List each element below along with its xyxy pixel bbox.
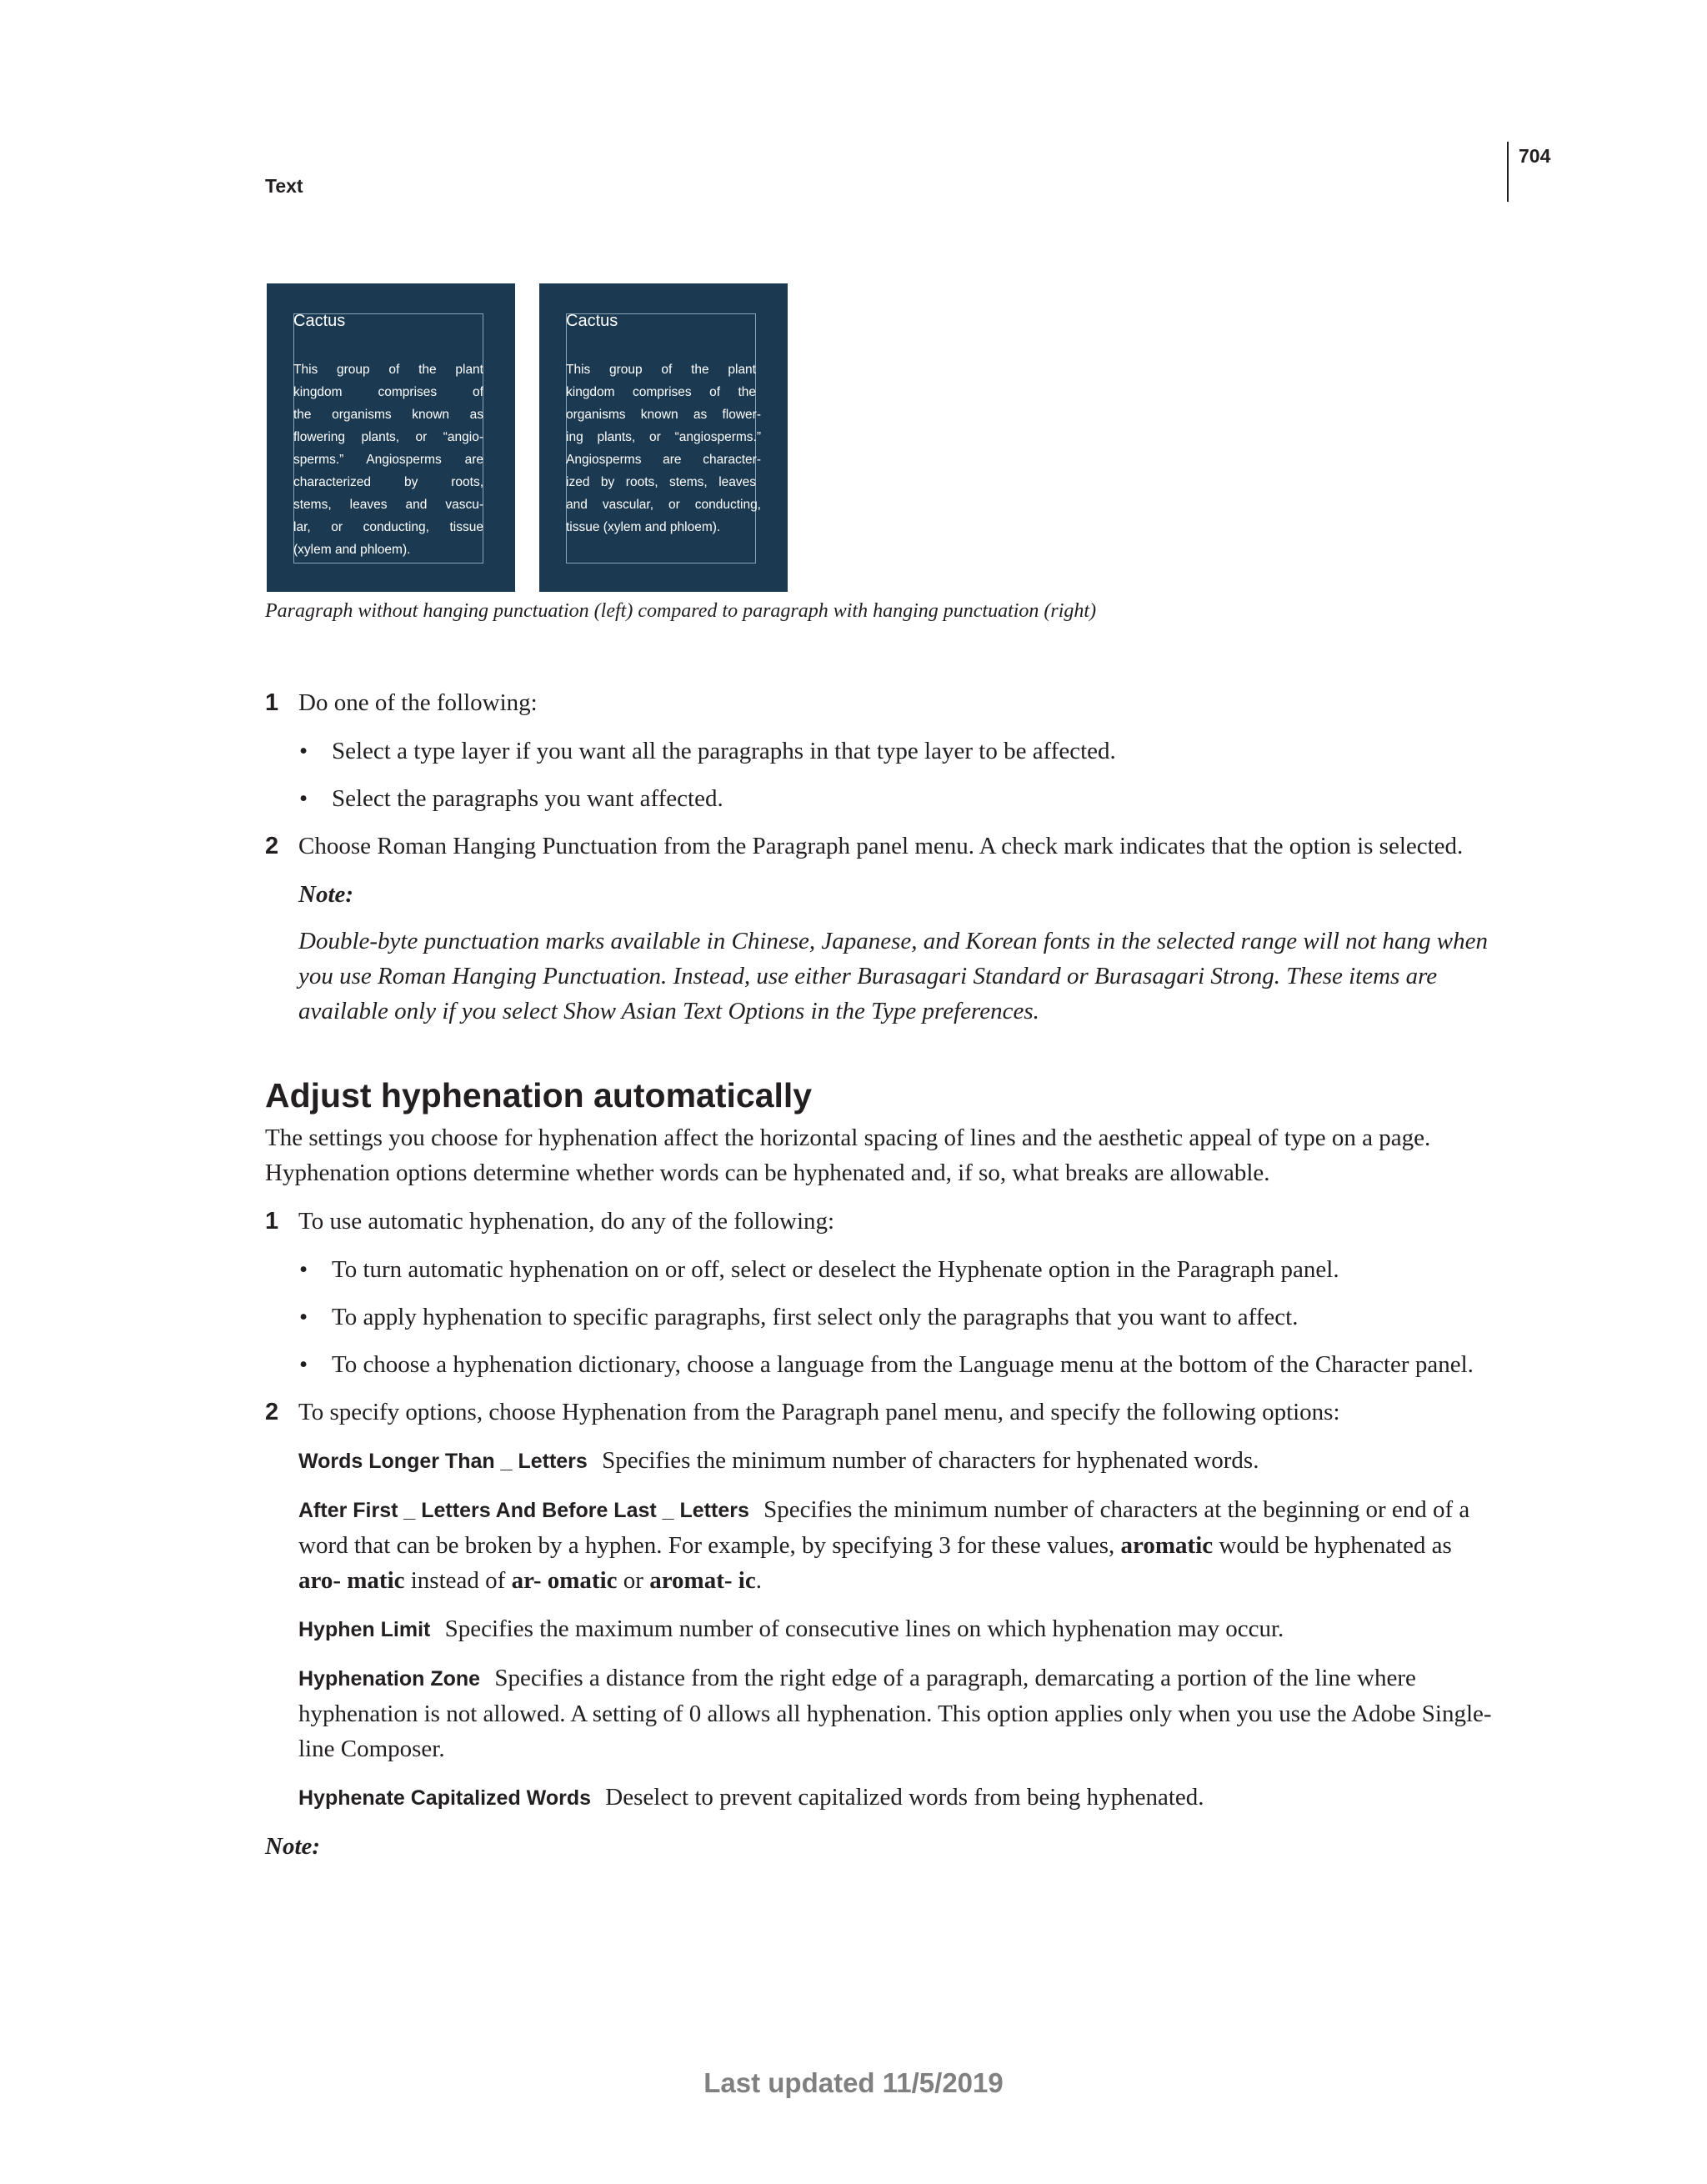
panel-paragraph [293,358,483,561]
bullet-icon: • [299,1351,308,1378]
option-description: or [623,1567,643,1594]
step-text: To specify options, choose Hyphenation from the Paragraph panel menu, and specify the following options: [298,1399,1340,1425]
option-hyphenate-capitalized-words [265,1780,1499,1816]
option-term: Hyphen Limit [298,1618,431,1641]
list-item [265,1252,1499,1287]
panel-line: stems, leaves and vascu- [293,498,483,512]
example-word: aromatic [1120,1532,1214,1559]
panel-line: kingdom comprises of [293,385,483,399]
step-number: 2 [265,1399,279,1425]
procedure-step [265,1204,1499,1239]
example-hyphenation: aromat- ic [649,1567,756,1594]
option-after-first-before-last [265,1492,1499,1598]
option-term: Words Longer Than _ Letters [298,1450,588,1473]
list-item [265,1347,1499,1382]
panel-line: tissue (xylem and phloem). [566,520,721,534]
panel-line: organisms known as flower- [566,408,761,422]
bullet-icon: • [299,1256,308,1283]
list-item-text: Select the paragraphs you want affected. [332,785,723,812]
option-term: Hyphenation Zone [298,1667,481,1691]
panel-line: lar, or conducting, tissue [293,520,483,534]
panel-paragraph [566,358,761,538]
list-item-text: To turn automatic hyphenation on or off, select or deselect the Hyphenate option in the Paragraph panel. [332,1256,1339,1283]
procedure-step [265,829,1499,864]
option-description: Specifies the minimum number of characters at the beginning or end of a word that can be broken by a hyphen. For example, by specifying 3 for these values, [298,1496,1470,1559]
panel-line: the organisms known as [293,408,483,422]
panel-line: kingdom comprises of the [566,385,756,399]
figure-caption: Paragraph without hanging punctuation (left) compared to paragraph with hanging punctuation (right) [265,600,1097,622]
list-item [265,781,1499,816]
example-hyphenation: aro- matic [298,1567,405,1594]
panel-line: flowering plants, or “angio- [293,430,483,444]
option-hyphen-limit [265,1611,1499,1647]
bullet-icon: • [299,1304,308,1330]
procedure-step [265,1395,1499,1430]
option-words-longer-than [265,1443,1499,1479]
option-term: Hyphenate Capitalized Words [298,1786,591,1810]
main-content [265,685,1499,1864]
figure-panel-without-hanging-punctuation [267,283,515,592]
figure-panel-with-hanging-punctuation [539,283,788,592]
panel-title: Cactus [293,312,346,330]
option-term: After First _ Letters And Before Last _ Letters [298,1499,749,1522]
header-rule [1507,142,1509,202]
option-description: Specifies the minimum number of characters for hyphenated words. [602,1447,1259,1474]
panel-line: (xylem and phloem). [293,543,411,557]
bullet-icon: • [299,785,308,812]
intro-paragraph: The settings you choose for hyphenation affect the horizontal spacing of lines and the aesthetic appeal of type on a page. Hyphenation options determine whether words can be hyphenated and, if so, what breaks are allowable. [265,1125,1431,1186]
panel-line: and vascular, or conducting, [566,498,761,512]
section-title: Text [265,175,303,197]
option-description: Specifies the maximum number of consecutive lines on which hyphenation may occur. [444,1615,1284,1642]
section-heading: Adjust hyphenation automatically [265,1076,813,1115]
panel-line: Angiosperms are character- [566,453,761,467]
step-text: Choose Roman Hanging Punctuation from the Paragraph panel menu. A check mark indicates that the option is selected. [298,833,1464,859]
list-item-text: Select a type layer if you want all the paragraphs in that type layer to be affected. [332,738,1116,764]
note-label: Note: [265,1833,321,1860]
panel-line: This group of the plant [566,363,756,377]
step-text: To use automatic hyphenation, do any of the following: [298,1208,835,1235]
note-text: Double-byte punctuation marks available in Chinese, Japanese, and Korean fonts in the selected range will not hang when you use Roman Hanging Punctuation. Instead, use either Burasagari Standard or Burasagari Strong. These items are available only if you select Show Asian Text Options in the Type preferences. [298,928,1488,1024]
option-description: Deselect to prevent capitalized words from being hyphenated. [605,1784,1204,1811]
example-hyphenation: ar- omatic [511,1567,618,1594]
step-number: 1 [265,689,279,716]
panel-title: Cactus [566,312,618,330]
bullet-icon: • [299,738,308,764]
procedure-step [265,685,1499,720]
panel-line: ized by roots, stems, leaves [566,475,756,489]
option-hyphenation-zone [265,1661,1499,1766]
step-number: 2 [265,833,279,859]
list-item [265,734,1499,769]
panel-line: sperms.” Angiosperms are [293,453,483,467]
list-item-text: To choose a hyphenation dictionary, choose a language from the Language menu at the bottom of the Character panel. [332,1351,1474,1378]
panel-line: ing plants, or “angiosperms.” [566,430,761,444]
page-number: 704 [1519,145,1551,167]
option-description: . [755,1567,762,1594]
option-description: Specifies a distance from the right edge of a paragraph, demarcating a portion of the line where hyphenation is not allowed. A setting of 0 allows all hyphenation. This option applies only when you use the Adobe Single-line Composer. [298,1665,1492,1762]
list-item [265,1300,1499,1335]
step-text: Do one of the following: [298,689,538,716]
list-item-text: To apply hyphenation to specific paragraphs, first select only the paragraphs that you want to affect. [332,1304,1299,1330]
option-description: instead of [410,1567,506,1594]
option-description: would be hyphenated as [1219,1532,1452,1559]
footer-last-updated: Last updated 11/5/2019 [703,2067,1004,2098]
step-number: 1 [265,1208,279,1235]
panel-line: This group of the plant [293,363,483,377]
panel-line: characterized by roots, [293,475,483,489]
note-label: Note: [298,881,354,908]
